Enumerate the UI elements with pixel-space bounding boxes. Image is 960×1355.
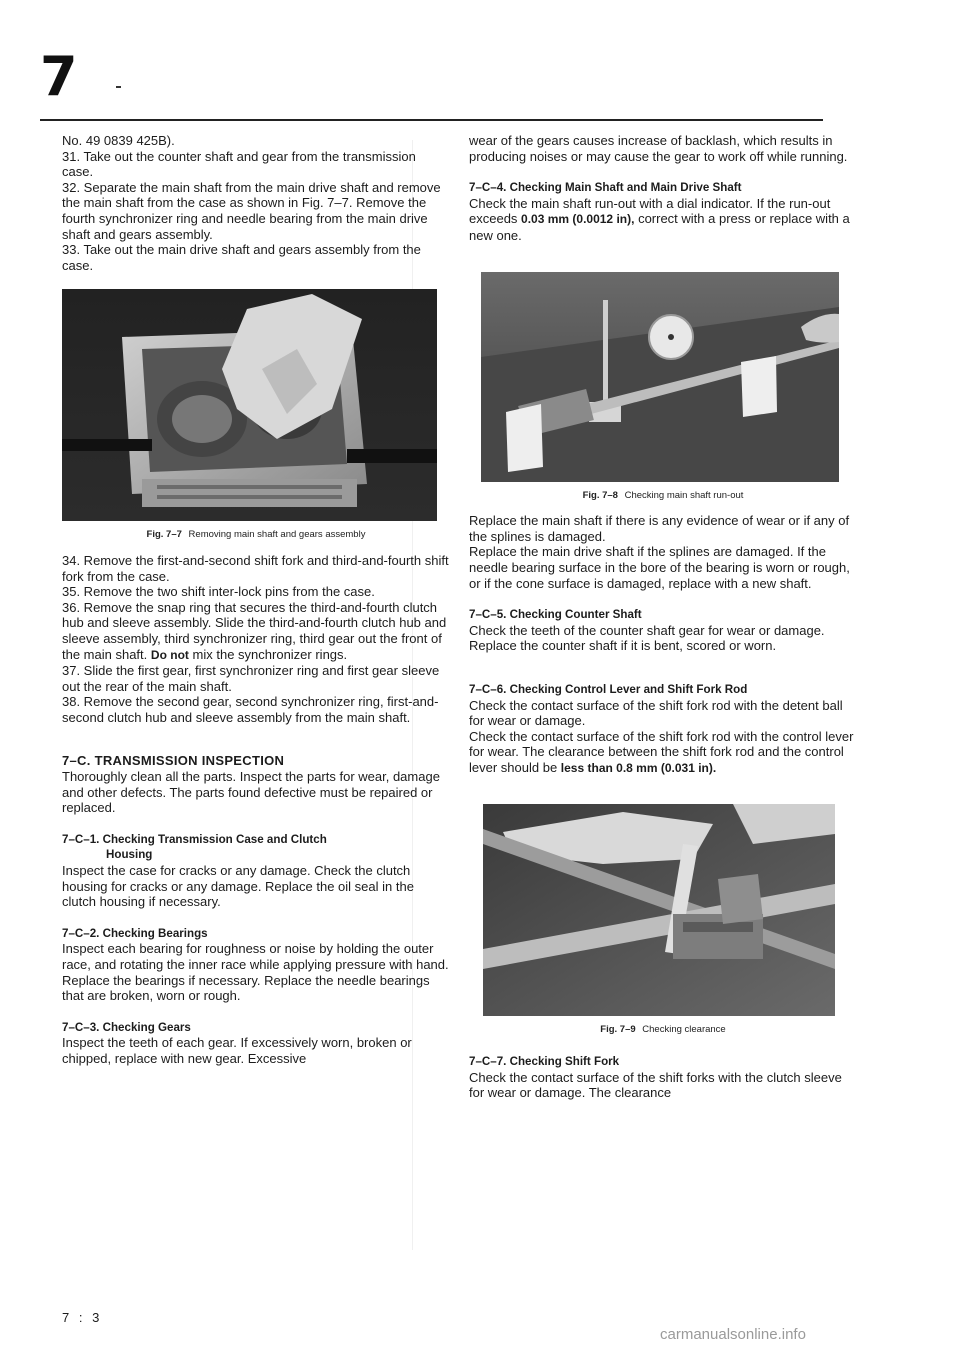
page-number: 7 : 3 <box>62 1310 103 1325</box>
figure-7-9-caption <box>469 1022 857 1038</box>
body-7c4-text-b: correct with a press or replace with a new one. <box>469 211 850 243</box>
body-7c3: Inspect the teeth of each gear. If excessively worn, broken or chipped, replace with new gear. Excessive <box>62 1035 412 1066</box>
chapter-number: 7 <box>40 45 78 108</box>
figure-7-8-number: Fig. 7–8 <box>582 489 618 501</box>
heading-7c5: 7–C–5. Checking Counter Shaft <box>469 608 642 622</box>
replace-main-drive-shaft: Replace the main drive shaft if the splines are damaged. If the needle bearing surface in the bore of the bearing is worn or rough, or if the cone surface is damaged, replace with a new shaft. <box>469 544 850 591</box>
replace-main-shaft: Replace the main shaft if there is any evidence of wear or if any of the splines is damaged. <box>469 513 850 544</box>
photo-removing-main-shaft <box>62 289 437 521</box>
header-rule <box>40 119 823 121</box>
runout-spec: 0.03 mm (0.0012 in), <box>521 212 635 227</box>
figure-7-7-caption <box>62 527 450 543</box>
section-7c-title: 7–C. TRANSMISSION INSPECTION <box>62 753 285 769</box>
chapter-dash <box>116 86 121 88</box>
figure-7-7-caption-text: Removing main shaft and gears assembly <box>188 529 366 541</box>
watermark: carmanualsonline.info <box>660 1326 806 1343</box>
body-7c6-text: Check the contact surface of the shift fork rod with the control lever for wear. The clearance between the shift fork rod and the control lever should be <box>469 728 854 775</box>
heading-7c7: 7–C–7. Checking Shift Fork <box>469 1055 620 1069</box>
body-7c1: Inspect the case for cracks or any damage. Check the clutch housing for cracks or any damage. Replace the oil seal in the clutch housing if necessary. <box>62 863 414 910</box>
step-38: 38. Remove the second gear, second synchronizer ring, first-and-second clutch hub and sleeve assembly from the main shaft. <box>62 694 439 725</box>
figure-7-9-caption-text: Checking clearance <box>642 1024 726 1036</box>
figure-7-9-number: Fig. 7–9 <box>600 1024 636 1036</box>
figure-7-8 <box>469 272 857 504</box>
heading-7c1-line2: Housing <box>106 848 153 862</box>
figure-7-8-caption-text: Checking main shaft run-out <box>624 489 744 501</box>
step-36 <box>62 600 450 663</box>
figure-7-8-caption <box>469 488 857 504</box>
step-36-warning: Do not <box>150 647 189 662</box>
body-7c4 <box>469 196 857 244</box>
figure-7-9 <box>469 804 857 1038</box>
clearance-spec: less than 0.8 mm (0.031 in). <box>560 760 717 775</box>
heading-7c3: 7–C–3. Checking Gears <box>62 1020 191 1034</box>
step-ref-continued: No. 49 0839 425B). <box>62 133 175 148</box>
heading-7c1: 7–C–1. Checking Transmission Case and Clutch <box>62 832 327 846</box>
step-36-text-a: 36. Remove the snap ring that secures the third-and-fourth clutch hub and sleeve assembly. Slide the third-and-fourth clutch hub and sleeve assembly, third synchronizer ring, third gear out the front of the main shaft. <box>62 599 447 662</box>
body-7c6-detent: Check the contact surface of the shift fork rod with the detent ball for wear or damage. <box>469 697 843 729</box>
heading-7c2: 7–C–2. Checking Bearings <box>62 926 208 940</box>
photo-checking-clearance <box>483 804 835 1016</box>
step-35: 35. Remove the two shift inter-lock pins from the case. <box>62 584 375 600</box>
heading-7c4: 7–C–4. Checking Main Shaft and Main Drive Shaft <box>469 181 742 195</box>
section-7c-body: Thoroughly clean all the parts. Inspect the parts for wear, damage and other defects. The parts found defective must be repaired or replaced. <box>62 769 440 816</box>
heading-7c6: 7–C–6. Checking Control Lever and Shift Fork Rod <box>469 682 748 696</box>
body-7c7: Check the contact surface of the shift forks with the clutch sleeve for wear or damage. The clearance <box>469 1069 842 1101</box>
left-column <box>62 133 450 1067</box>
wear-continued: wear of the gears causes increase of backlash, which results in producing noises or may cause the gear to work off while running. <box>469 133 848 164</box>
photo-shaft-runout <box>481 272 839 482</box>
step-31: 31. Take out the counter shaft and gear from the transmission case. <box>62 148 416 180</box>
figure-7-7 <box>62 289 450 543</box>
step-34: 34. Remove the first-and-second shift fork and third-and-fourth shift fork from the case. <box>62 552 449 584</box>
right-column <box>469 133 857 1101</box>
step-33: 33. Take out the main drive shaft and gears assembly from the case. <box>62 242 421 273</box>
body-7c5: Check the teeth of the counter shaft gear for wear or damage. Replace the counter shaft if it is bent, scored or worn. <box>469 622 825 654</box>
figure-7-7-number: Fig. 7–7 <box>146 529 182 541</box>
body-7c2: Inspect each bearing for roughness or noise by holding the outer race, and rotating the inner race while applying pressure with hand. Replace the bearings if necessary. Replace the needle bearings that are broken, worn or rough. <box>62 941 449 1004</box>
step-36-text-b: mix the synchronizer rings. <box>192 646 348 662</box>
step-37: 37. Slide the first gear, first synchronizer ring and first gear sleeve out the rear of the main shaft. <box>62 663 440 694</box>
body-7c4-text-a: Check the main shaft run-out with a dial indicator. If the run-out exceeds <box>469 195 831 227</box>
step-32: 32. Separate the main shaft from the main drive shaft and remove the main shaft from the case as shown in Fig. 7–7. Remove the fourth synchronizer ring and needle bearing from the main drive shaft and gears assembly. <box>62 179 441 242</box>
body-7c6-clearance <box>469 729 857 777</box>
